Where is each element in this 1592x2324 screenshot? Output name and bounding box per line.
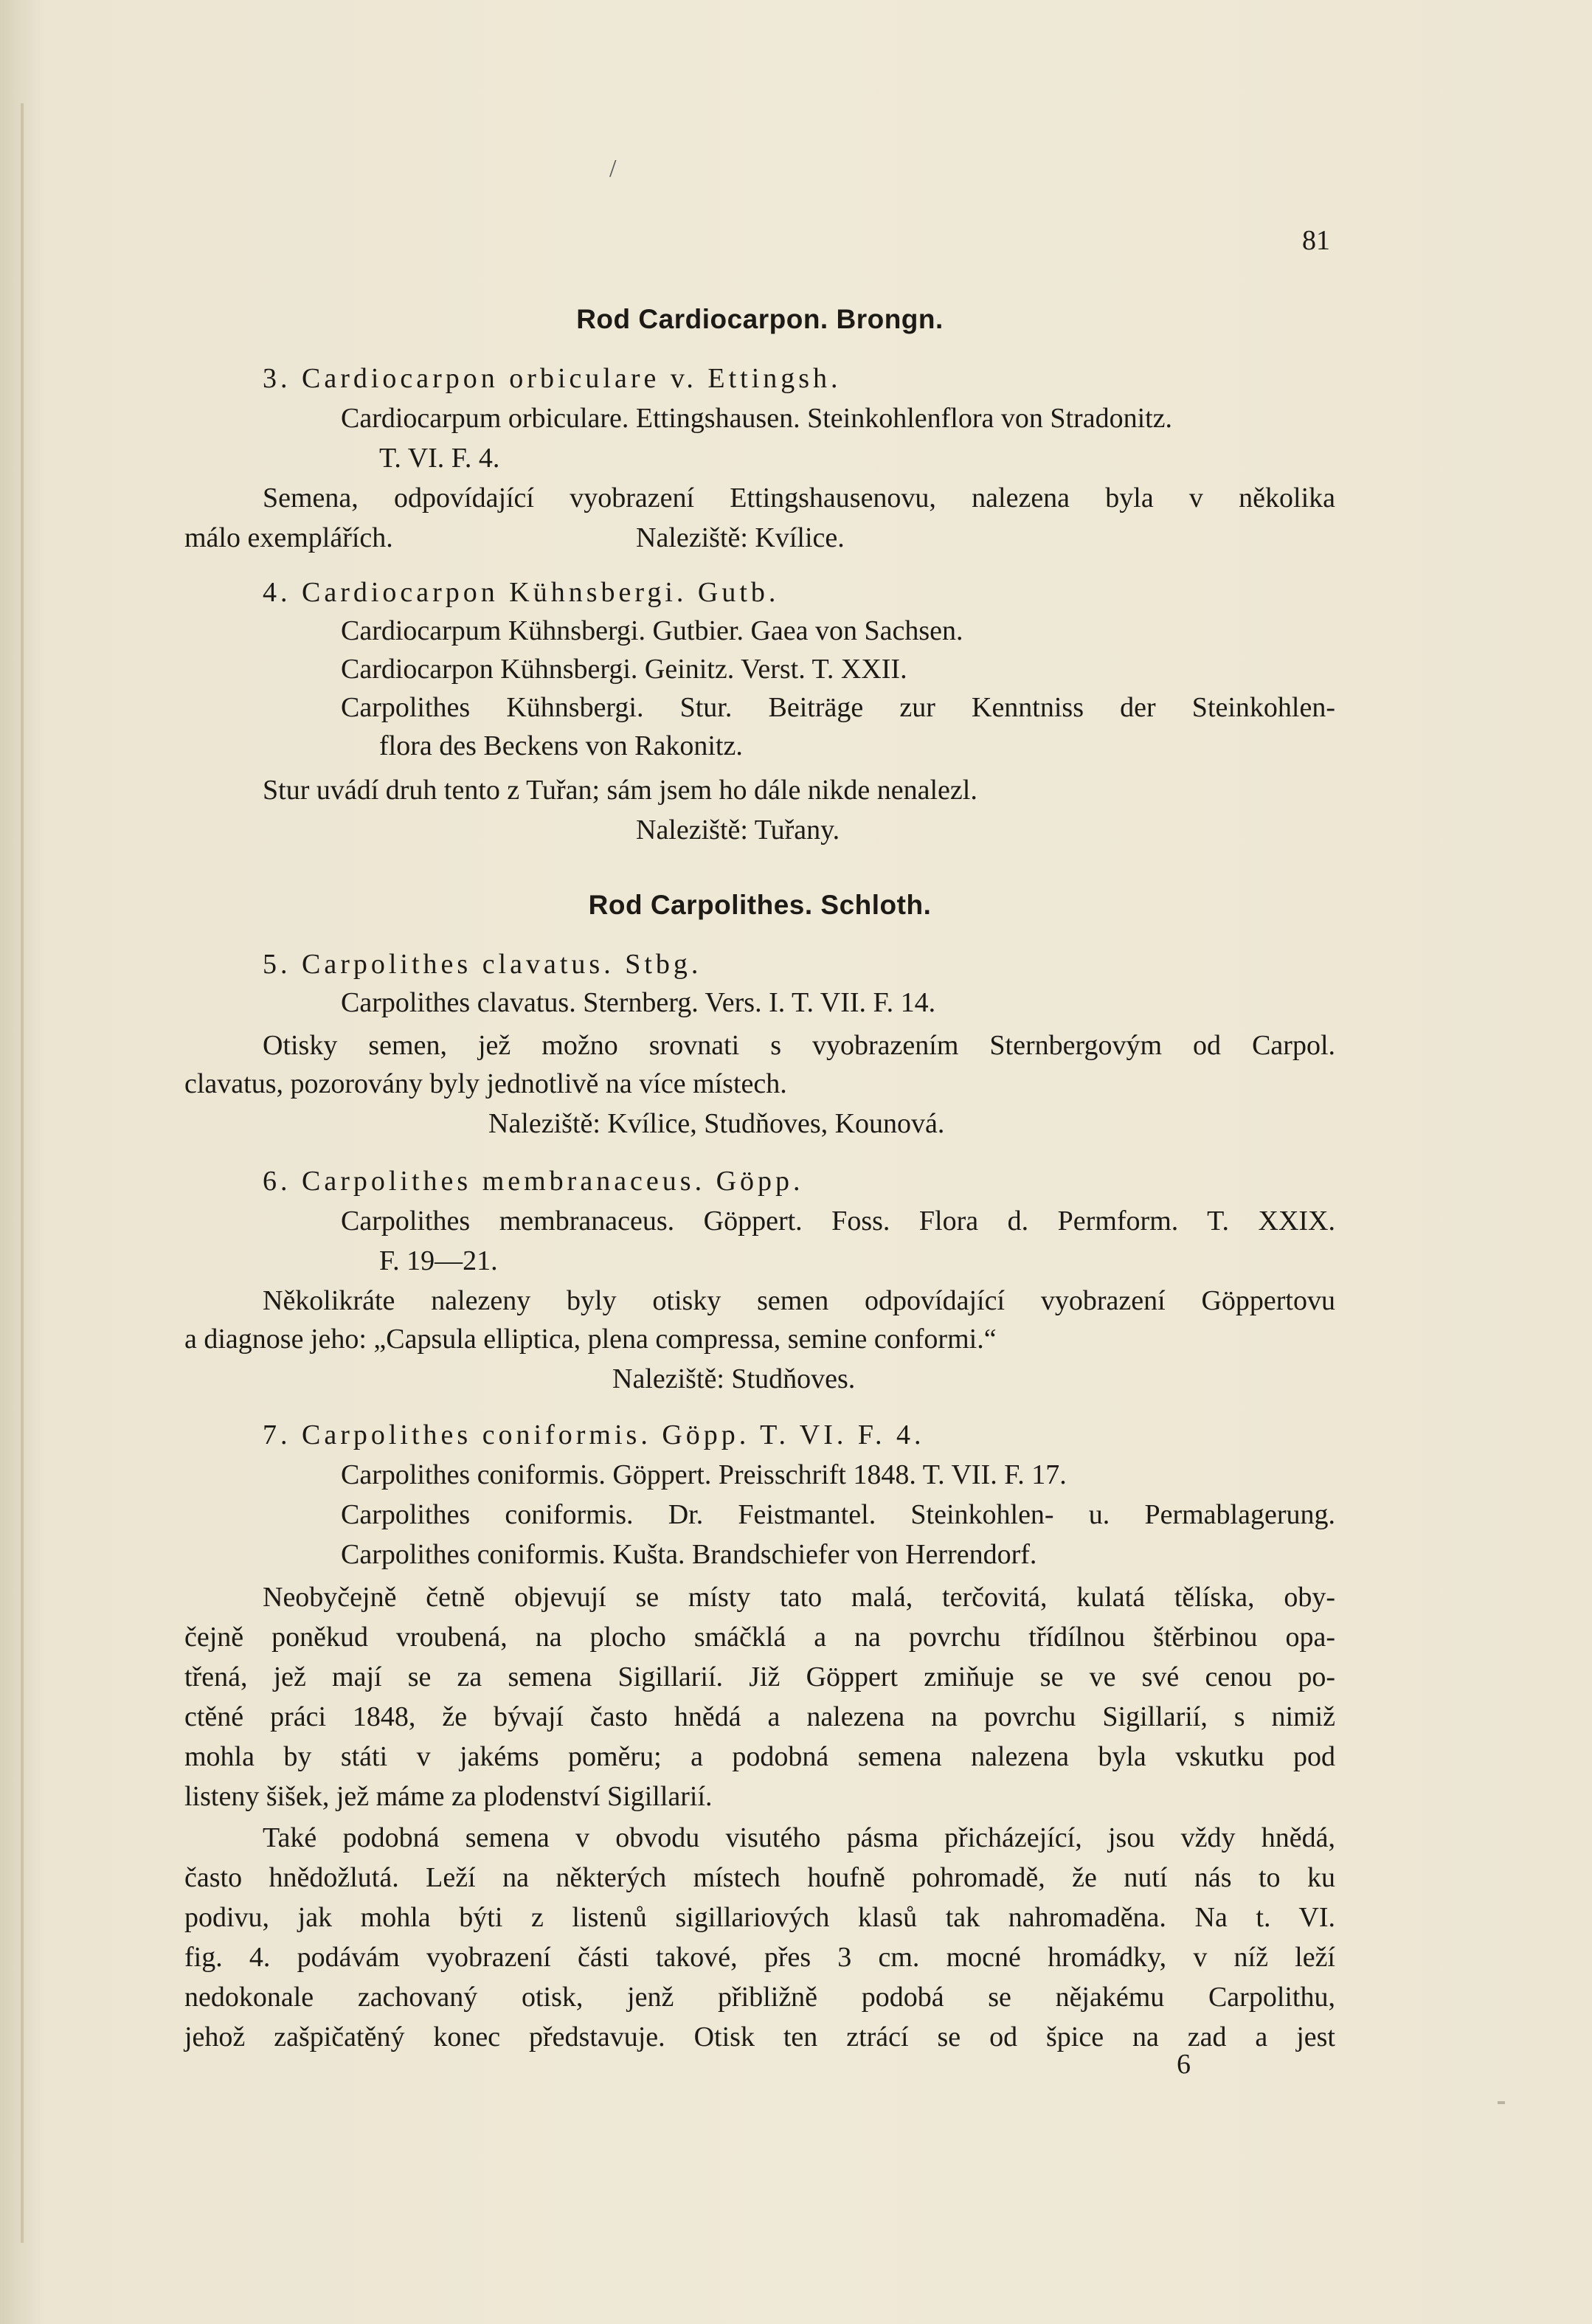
species-name	[263, 1167, 804, 1195]
synonym-line: Carpolithes coniformis. Dr. Feistmantel. Steinkohlen- u. Permablagerung.	[341, 1499, 1335, 1530]
page-edge-shadow	[21, 103, 24, 2243]
species-title: Carpolithes coniformis. Göpp. T. VI. F. 4.	[302, 1419, 925, 1450]
paragraph-line: jehož zašpičatěný konec představuje. Otisk ten ztrácí se od špice na zad a jest	[184, 2022, 1335, 2052]
entry-number: 7.	[263, 1419, 291, 1450]
paragraph-line: málo exemplářích.	[184, 522, 393, 553]
entry-number: 6.	[263, 1166, 291, 1197]
paragraph-line: clavatus, pozorovány byly jednotlivě na více místech.	[184, 1068, 787, 1099]
paragraph-line: čejně poněkud vroubená, na plocho smáčklá a na povrchu třídílnou štěrbinou opa-	[184, 1622, 1335, 1653]
entry-number: 5.	[263, 949, 291, 980]
paragraph-line: nedokonale zachovaný otisk, jenž přibližně podobá se nějakému Carpolithu,	[184, 1982, 1335, 2013]
synonym-line: Carpolithes Kühnsbergi. Stur. Beiträge zur Kenntniss der Steinkohlen-	[341, 692, 1335, 723]
synonym-line: flora des Beckens von Rakonitz.	[379, 730, 743, 761]
paragraph-line: třená, jež mají se za semena Sigillarií. Již Göppert zmiňuje se ve své cenou po-	[184, 1661, 1335, 1692]
species-title: Cardiocarpon orbiculare v. Ettingsh.	[302, 363, 842, 394]
locality: Naleziště: Studňoves.	[612, 1363, 856, 1394]
paragraph-line: Semena, odpovídající vyobrazení Ettingshausenovu, nalezena byla v několika	[263, 483, 1335, 513]
signature-number: 6	[1177, 2049, 1191, 2080]
entry-number: 4.	[263, 577, 291, 608]
synonym-line: Cardiocarpum orbiculare. Ettingshausen. Steinkohlenflora von Stradonitz.	[341, 403, 1173, 434]
paragraph-line: Otisky semen, jež možno srovnati s vyobrazením Sternbergovým od Carpol.	[263, 1030, 1335, 1061]
synonym-line: Cardiocarpum Kühnsbergi. Gutbier. Gaea von Sachsen.	[341, 615, 963, 646]
synonym-line: Carpolithes clavatus. Sternberg. Vers. I. T. VII. F. 14.	[341, 987, 936, 1018]
paragraph-line: Několikráte nalezeny byly otisky semen odpovídající vyobrazení Göppertovu	[263, 1285, 1335, 1316]
synonym-line: F. 19—21.	[379, 1245, 498, 1276]
paragraph-line: a diagnose jeho: „Capsula elliptica, plena compressa, semine conformi.“	[184, 1324, 997, 1355]
synonym-line: Carpolithes coniformis. Kušta. Brandschiefer von Herrendorf.	[341, 1539, 1037, 1570]
locality: Naleziště: Tuřany.	[636, 815, 840, 845]
paragraph-line: Také podobná semena v obvodu visutého pásma přicházející, jsou vždy hnědá,	[263, 1822, 1335, 1853]
paragraph-line: podivu, jak mohla býti z listenů sigillariových klasů tak nahromaděna. Na t. VI.	[184, 1902, 1335, 1933]
species-title: Carpolithes clavatus. Stbg.	[302, 949, 702, 980]
synonym-line: Carpolithes coniformis. Göppert. Preisschrift 1848. T. VII. F. 17.	[341, 1459, 1067, 1490]
page-number: 81	[1302, 225, 1330, 256]
pencil-mark: /	[609, 155, 617, 182]
species-title: Cardiocarpon Kühnsbergi. Gutb.	[302, 577, 780, 608]
paragraph-line: Neobyčejně četně objevují se místy tato malá, terčovitá, kulatá tělíska, oby-	[263, 1582, 1335, 1613]
species-title: Carpolithes membranaceus. Göpp.	[302, 1166, 804, 1197]
paper-speck	[1498, 2101, 1505, 2104]
synonym-line: Cardiocarpon Kühnsbergi. Geinitz. Verst. T. XXII.	[341, 654, 907, 685]
locality: Naleziště: Kvílice, Studňoves, Kounová.	[488, 1108, 945, 1139]
paragraph-line: Stur uvádí druh tento z Tuřan; sám jsem ho dále nikde nenalezl.	[263, 775, 977, 806]
species-name	[263, 578, 779, 606]
paragraph-line: často hnědožlutá. Leží na některých místech houfně pohromadě, že nutí nás to ku	[184, 1862, 1335, 1893]
paragraph-line: ctěné práci 1848, že bývají často hnědá a nalezena na povrchu Sigillarií, s nimiž	[184, 1701, 1335, 1732]
synonym-line: T. VI. F. 4.	[379, 443, 500, 474]
section-heading: Rod Carpolithes. Schloth.	[588, 890, 932, 920]
paragraph-line: mohla by státi v jakéms poměru; a podobná semena nalezena byla vskutku pod	[184, 1741, 1335, 1772]
paragraph-line: fig. 4. podávám vyobrazení části takové, přes 3 cm. mocné hromádky, v níž leží	[184, 1942, 1335, 1973]
entry-number: 3.	[263, 363, 291, 394]
paragraph-line: listeny šišek, jež máme za plodenství Sigillarií.	[184, 1781, 713, 1812]
locality: Naleziště: Kvílice.	[636, 522, 845, 553]
species-name	[263, 364, 842, 392]
species-name	[263, 950, 702, 978]
section-heading: Rod Cardiocarpon. Brongn.	[576, 304, 944, 334]
synonym-line: Carpolithes membranaceus. Göppert. Foss. Flora d. Permform. T. XXIX.	[341, 1206, 1335, 1237]
species-name	[263, 1421, 924, 1449]
